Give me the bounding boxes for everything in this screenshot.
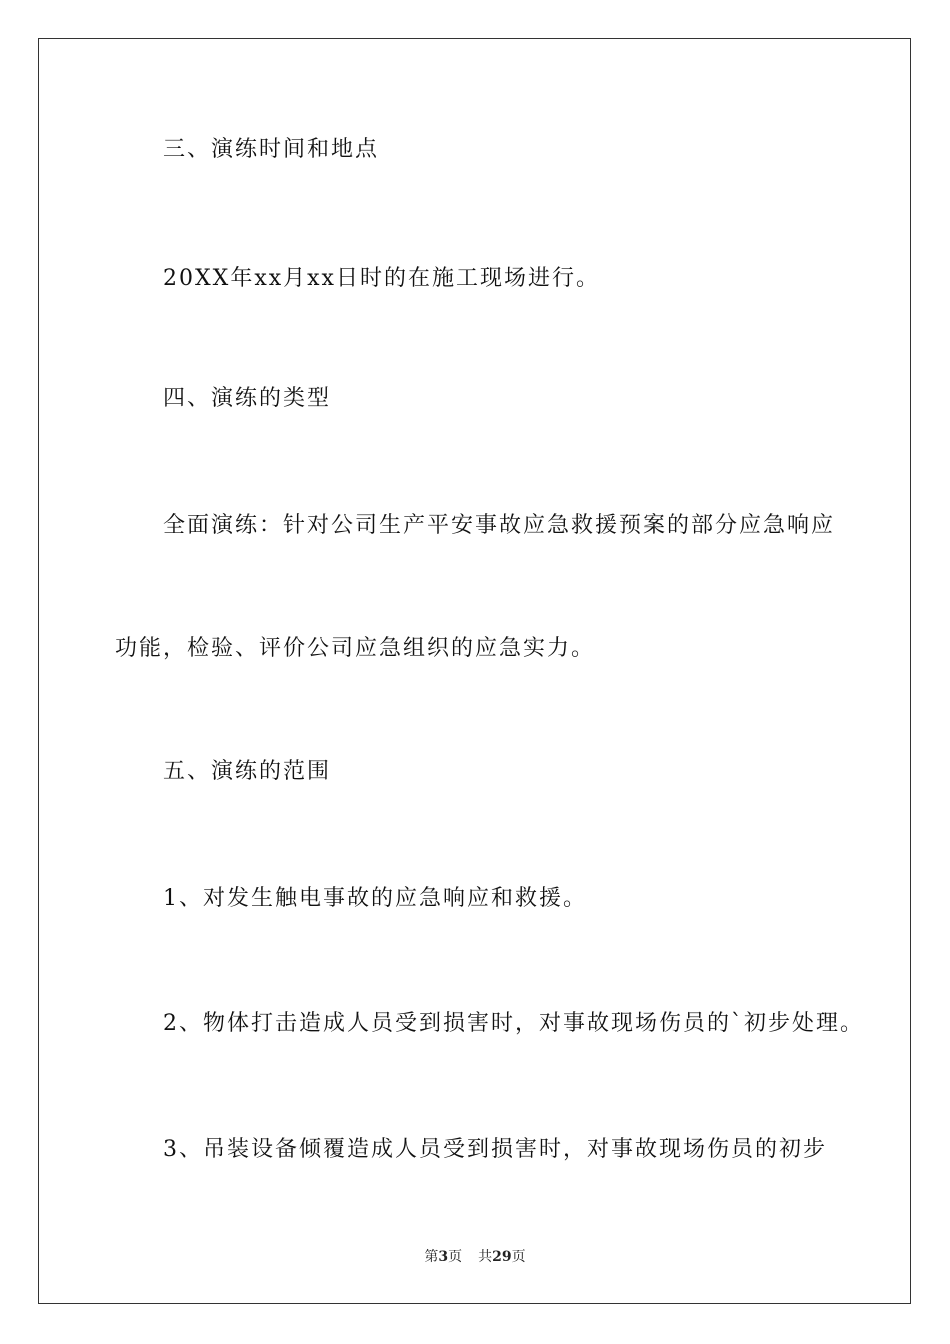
footer-total-unit: 页 xyxy=(511,1249,526,1265)
page-border xyxy=(38,38,911,1304)
footer-page-prefix: 第 xyxy=(424,1249,439,1265)
footer-page-current: 3 xyxy=(438,1249,449,1265)
page-footer xyxy=(0,1248,950,1266)
section-heading-5: 五、演练的范围 xyxy=(163,759,332,784)
footer-page-unit: 页 xyxy=(448,1249,463,1265)
section-heading-3: 三、演练时间和地点 xyxy=(163,137,380,162)
footer-total-prefix: 共 xyxy=(478,1249,493,1265)
paragraph-line: 20XX年xx月xx日时的在施工现场进行。 xyxy=(163,266,600,291)
list-item: 3、吊装设备倾覆造成人员受到损害时，对事故现场伤员的初步 xyxy=(163,1137,827,1162)
list-item: 2、物体打击造成人员受到损害时，对事故现场伤员的`初步处理。 xyxy=(163,1011,864,1036)
list-item: 1、对发生触电事故的应急响应和救援。 xyxy=(163,886,587,911)
paragraph-line: 全面演练：针对公司生产平安事故应急救援预案的部分应急响应 xyxy=(163,513,836,538)
footer-page-total: 29 xyxy=(492,1249,512,1265)
section-heading-4: 四、演练的类型 xyxy=(163,386,332,411)
paragraph-line: 功能，检验、评价公司应急组织的应急实力。 xyxy=(115,636,596,661)
